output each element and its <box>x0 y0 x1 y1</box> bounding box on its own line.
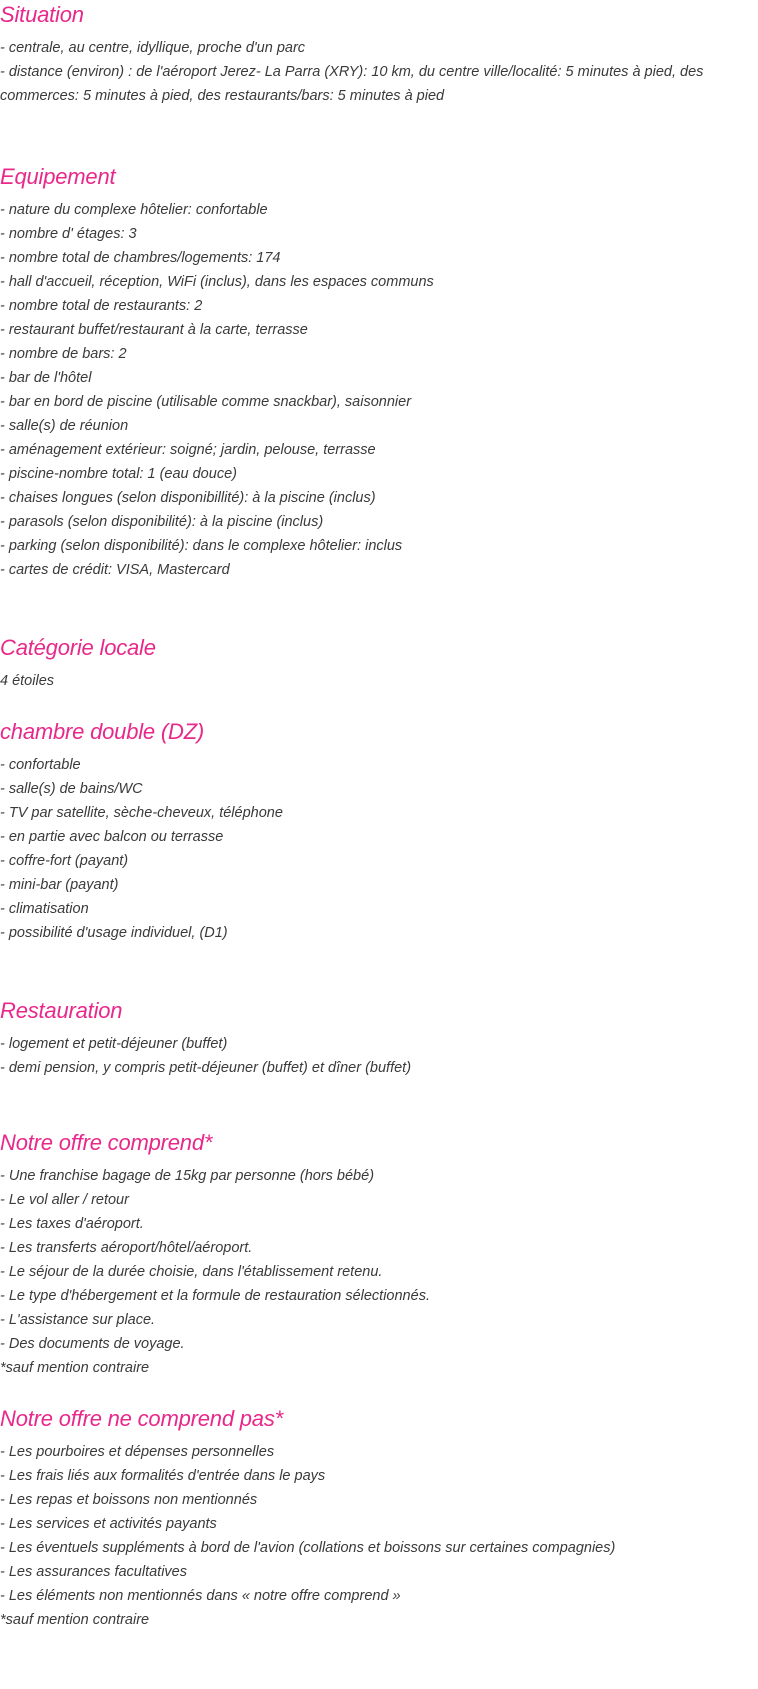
list-item: - Une franchise bagage de 15kg par personne (hors bébé) <box>0 1168 375 1184</box>
list-item: - mini-bar (payant) <box>0 877 119 893</box>
list-item: - Les repas et boissons non mentionnés <box>0 1492 258 1508</box>
list-item: - Les pourboires et dépenses personnelles <box>0 1444 275 1460</box>
list-item: - Les services et activités payants <box>0 1516 217 1532</box>
section-equipement <box>0 162 758 582</box>
list-item: - Des documents de voyage. <box>0 1336 185 1352</box>
list-item: - L'assistance sur place. <box>0 1312 156 1328</box>
list-item: - demi pension, y compris petit-déjeuner (buffet) et dîner (buffet) <box>0 1060 412 1076</box>
section-body-equipement <box>0 198 758 582</box>
section-title-categorie-locale: Catégorie locale <box>0 635 156 660</box>
section-body-restauration <box>0 1032 758 1080</box>
list-item: - Le vol aller / retour <box>0 1192 129 1208</box>
list-item: - salle(s) de bains/WC <box>0 781 143 797</box>
section-title-offre-ne-comprend-pas: Notre offre ne comprend pas* <box>0 1406 283 1431</box>
list-item: - Le type d'hébergement et la formule de restauration sélectionnés. <box>0 1288 430 1304</box>
section-body-offre-ne-comprend-pas <box>0 1440 758 1632</box>
section-title-chambre-double: chambre double (DZ) <box>0 719 205 744</box>
list-item: - Les éléments non mentionnés dans « notre offre comprend » <box>0 1588 401 1604</box>
list-item: - nombre total de chambres/logements: 174 <box>0 250 281 266</box>
list-item: - en partie avec balcon ou terrasse <box>0 829 224 845</box>
footnote: *sauf mention contraire <box>0 1360 150 1376</box>
list-item: - centrale, au centre, idyllique, proche d'un parc <box>0 40 306 56</box>
list-item: - bar en bord de piscine (utilisable comme snackbar), saisonnier <box>0 394 412 410</box>
list-item: - nombre total de restaurants: 2 <box>0 298 203 314</box>
list-item: - hall d'accueil, réception, WiFi (inclus), dans les espaces communs <box>0 274 434 290</box>
list-item: - confortable <box>0 757 81 773</box>
section-categorie-locale <box>0 633 758 693</box>
list-item: - cartes de crédit: VISA, Mastercard <box>0 562 230 578</box>
list-item: - piscine-nombre total: 1 (eau douce) <box>0 466 237 482</box>
list-item: - Les transferts aéroport/hôtel/aéroport. <box>0 1240 253 1256</box>
section-body-categorie-locale <box>0 669 758 693</box>
list-item: - parasols (selon disponibilité): à la piscine (inclus) <box>0 514 324 530</box>
section-restauration <box>0 996 758 1080</box>
star-rating-text: 4 étoiles <box>0 673 55 689</box>
list-item: - possibilité d'usage individuel, (D1) <box>0 925 228 941</box>
section-title-equipement: Equipement <box>0 164 116 189</box>
list-item: - Les éventuels suppléments à bord de l'avion (collations et boissons sur certaines compagnies) <box>0 1540 616 1556</box>
list-item: - restaurant buffet/restaurant à la carte, terrasse <box>0 322 308 338</box>
list-item: - nombre de bars: 2 <box>0 346 127 362</box>
list-item: - aménagement extérieur: soigné; jardin, pelouse, terrasse <box>0 442 376 458</box>
section-chambre-double <box>0 717 758 945</box>
list-item: - chaises longues (selon disponibillité): à la piscine (inclus) <box>0 490 376 506</box>
list-item: - Les frais liés aux formalités d'entrée dans le pays <box>0 1468 326 1484</box>
section-offre-comprend <box>0 1128 758 1380</box>
list-item: - parking (selon disponibilité): dans le complexe hôtelier: inclus <box>0 538 403 554</box>
list-item: - Le séjour de la durée choisie, dans l'établissement retenu. <box>0 1264 383 1280</box>
list-item: - Les taxes d'aéroport. <box>0 1216 144 1232</box>
list-item: - distance (environ) : de l'aéroport Jerez- La Parra (XRY): 10 km, du centre ville/localité: 5 minutes à pied, des commerces: 5 minutes à pied, des restaurants/bars: 5 minutes à pied <box>0 64 704 104</box>
list-item: - Les assurances facultatives <box>0 1564 187 1580</box>
section-body-offre-comprend <box>0 1164 758 1380</box>
section-body-chambre-double <box>0 753 758 945</box>
section-situation <box>0 0 758 108</box>
section-title-situation: Situation <box>0 2 84 27</box>
footnote: *sauf mention contraire <box>0 1612 150 1628</box>
section-offre-ne-comprend-pas <box>0 1404 758 1632</box>
list-item: - coffre-fort (payant) <box>0 853 129 869</box>
list-item: - nature du complexe hôtelier: confortable <box>0 202 268 218</box>
list-item: - climatisation <box>0 901 89 917</box>
list-item: - salle(s) de réunion <box>0 418 129 434</box>
list-item: - nombre d' étages: 3 <box>0 226 137 242</box>
section-title-restauration: Restauration <box>0 998 123 1023</box>
section-title-offre-comprend: Notre offre comprend* <box>0 1130 213 1155</box>
list-item: - bar de l'hôtel <box>0 370 92 386</box>
section-body-situation <box>0 36 758 108</box>
list-item: - logement et petit-déjeuner (buffet) <box>0 1036 228 1052</box>
list-item: - TV par satellite, sèche-cheveux, téléphone <box>0 805 283 821</box>
